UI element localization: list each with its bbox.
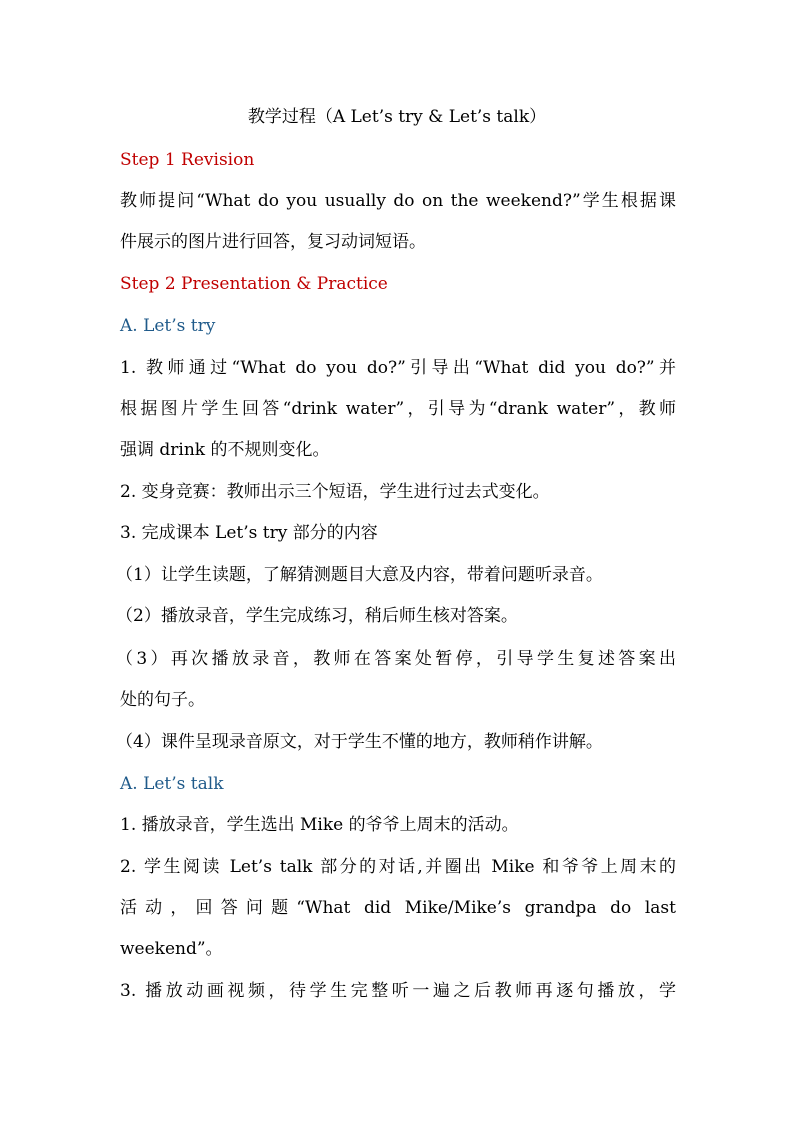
lets-try-item1-line: 1. 教师通过“What do you do?”引导出“What did you do?”并 <box>120 358 676 378</box>
step1-heading: Step 1 Revision <box>120 150 255 170</box>
step2-heading: Step 2 Presentation & Practice <box>120 274 388 294</box>
lets-try-item3: 3. 完成课本 Let’s try 部分的内容 <box>120 523 378 543</box>
lets-try-subitem: （2）播放录音，学生完成练习，稍后师生核对答案。 <box>116 606 518 626</box>
lets-talk-item2-line: 活动，回答问题“What did Mike/Mike’s grandpa do last <box>120 898 676 918</box>
lets-try-item1-line: 强调 drink 的不规则变化。 <box>120 440 330 460</box>
lets-talk-item3-line: 3. 播放动画视频，待学生完整听一遍之后教师再逐句播放，学 <box>120 981 676 1001</box>
lets-talk-item2-line: weekend”。 <box>120 939 223 959</box>
lets-talk-heading: A. Let’s talk <box>120 774 224 794</box>
lets-try-subitem: 处的句子。 <box>120 690 205 710</box>
lets-try-subitem: （4）课件呈现录音原文，对于学生不懂的地方，教师稍作讲解。 <box>116 732 603 752</box>
document-title: 教学过程（A Let’s try & Let’s talk） <box>247 107 547 127</box>
lets-talk-item2-line: 2. 学生阅读 Let’s talk 部分的对话,并圈出 Mike 和爷爷上周末的 <box>120 857 676 877</box>
lets-try-item2: 2. 变身竞赛：教师出示三个短语，学生进行过去式变化。 <box>120 482 550 502</box>
lets-try-subitem: （1）让学生读题，了解猜测题目大意及内容，带着问题听录音。 <box>116 565 603 585</box>
lets-try-item1-line: 根据图片学生回答“drink water”，引导为“drank water”，教师 <box>120 399 676 419</box>
lets-try-heading: A. Let’s try <box>120 316 216 336</box>
step1-paragraph-line: 教师提问“What do you usually do on the weekend?”学生根据课 <box>120 191 676 211</box>
step1-paragraph-line: 件展示的图片进行回答，复习动词短语。 <box>120 232 426 252</box>
lets-try-subitem: （3）再次播放录音，教师在答案处暂停，引导学生复述答案出 <box>116 649 676 669</box>
lets-talk-item1: 1. 播放录音，学生选出 Mike 的爷爷上周末的活动。 <box>120 815 519 835</box>
